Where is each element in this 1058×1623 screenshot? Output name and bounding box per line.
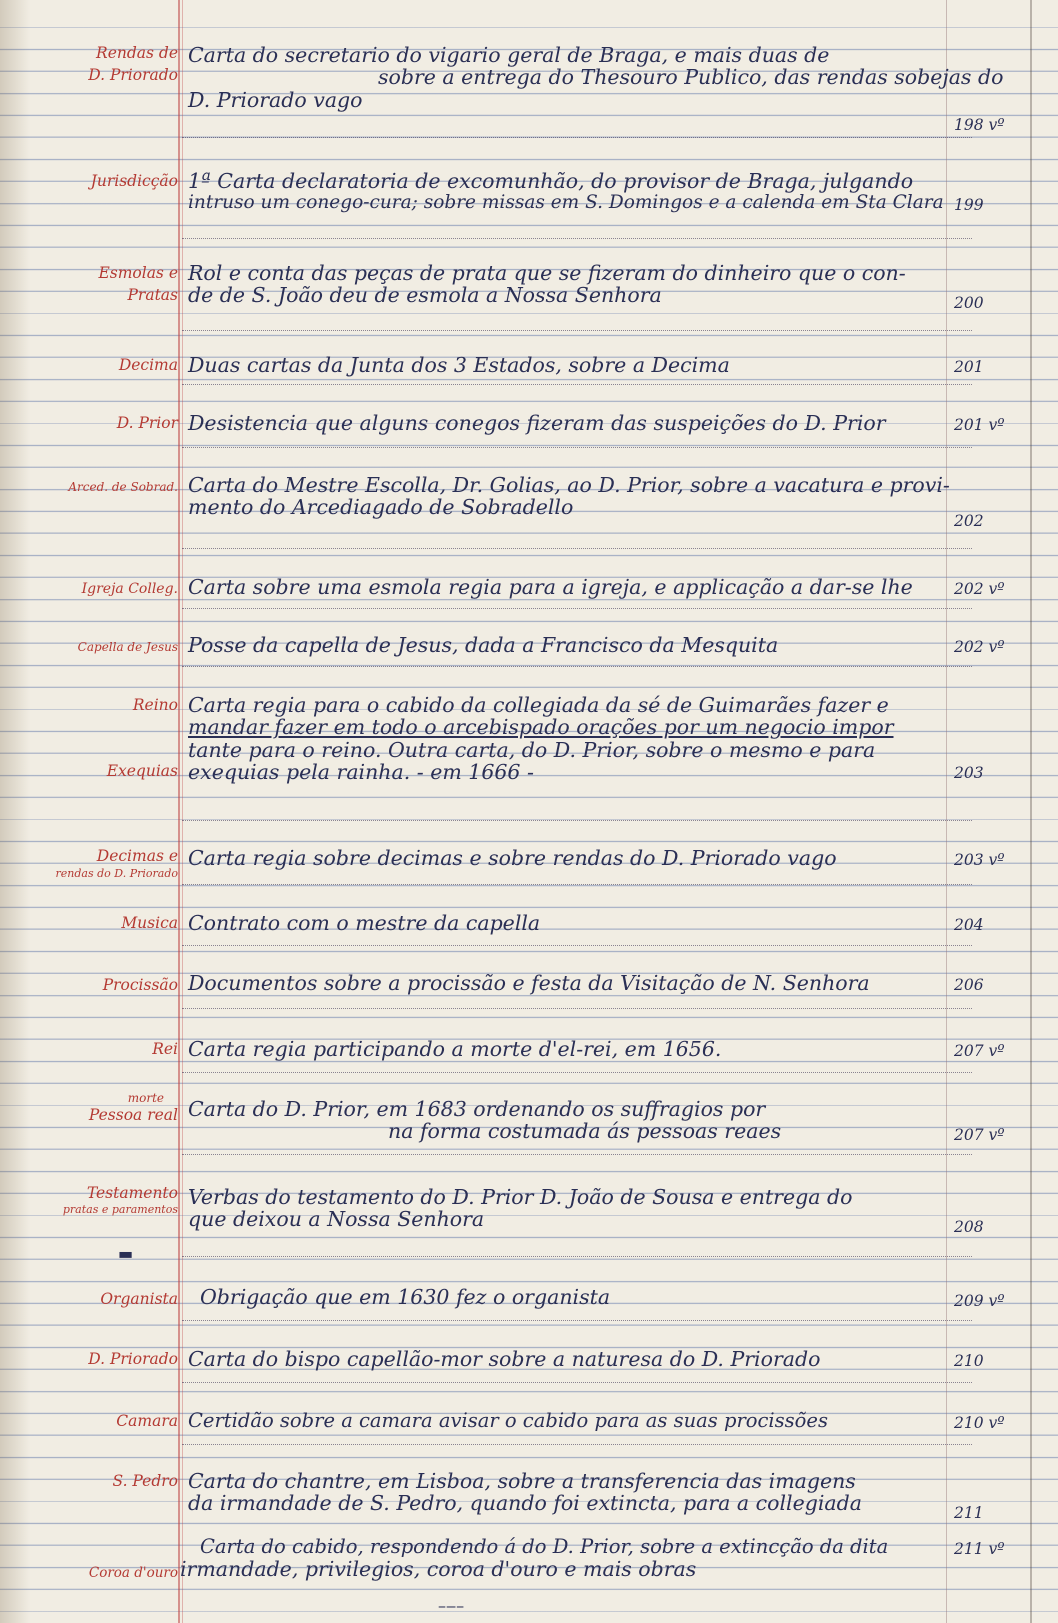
margin-label (34, 170, 182, 192)
margin-label (34, 912, 182, 934)
entry-text (188, 847, 944, 869)
margin-label (34, 1410, 182, 1432)
label-line: Decima (118, 356, 178, 374)
folio-number: 201 (954, 358, 984, 376)
entry-text (188, 43, 1004, 112)
text-line: Carta regia sobre decimas e sobre rendas do D. Priorado vago (188, 846, 837, 870)
folio-number: 202 vº (954, 580, 1005, 598)
label-line: Pessoa real (88, 1106, 178, 1124)
entry-text (188, 1286, 944, 1308)
entry-text (188, 412, 944, 434)
text-line: Carta regia para o cabido da collegiada da sé de Guimarães fazer e (188, 693, 889, 717)
margin-label (34, 262, 182, 306)
text-line: tante para o reino. Outra carta, do D. Prior, sobre o mesmo e para (188, 737, 876, 762)
margin-label (34, 412, 182, 434)
margin-label (34, 636, 182, 658)
margin-rule (178, 0, 180, 1623)
entry-text (188, 912, 944, 934)
folio-number: 201 vº (954, 416, 1005, 434)
text-line: Verbas do testamento do D. Prior D. João de Sousa e entrega do (188, 1185, 853, 1209)
entry-separator (182, 1154, 972, 1155)
label-line: D. Prior (116, 414, 178, 432)
entry-separator (182, 548, 972, 549)
entry-separator (182, 1320, 972, 1321)
folio-number: 200 (954, 294, 984, 312)
folio-number: 211 vº (954, 1540, 1005, 1558)
text-line: 1ª Carta declaratoria de excomunhão, do provisor de Braga, julgando (188, 169, 914, 193)
text-line: da irmandade de S. Pedro, quando foi extincta, para a collegiada (188, 1491, 862, 1516)
label-line: rendas do D. Priorado (55, 867, 178, 880)
text-line: mento do Arcediagado de Sobradello (188, 495, 574, 520)
margin-label (34, 694, 182, 782)
margin-label (34, 1348, 182, 1370)
text-line: Carta do cabido, respondendo á do D. Prior, sobre a extincção da dita (200, 1535, 889, 1558)
folio-number: 203 (954, 764, 984, 782)
text-line: exequias pela rainha. - em 1666 - (188, 760, 534, 785)
margin-label (34, 1562, 182, 1584)
margin-label (34, 974, 182, 996)
entry-text (188, 1186, 944, 1231)
text-line: que deixou a Nossa Senhora (188, 1207, 485, 1232)
label-line: Esmolas e (98, 264, 178, 282)
margin-label (34, 845, 182, 880)
label-line: Coroa d'ouro (88, 1565, 178, 1581)
margin-label (34, 1182, 182, 1216)
right-rule (1030, 0, 1032, 1623)
text-line: Obrigação que em 1630 fez o organista (200, 1285, 611, 1309)
entry-separator (182, 384, 972, 385)
folio-number: 208 (954, 1218, 984, 1236)
entry-separator (182, 1008, 972, 1009)
folio-number: 199 (954, 196, 984, 214)
folio-number: 210 vº (954, 1414, 1005, 1432)
entry-separator (182, 1444, 972, 1445)
label-line: Testamento (86, 1184, 178, 1202)
text-line: Carta sobre uma esmola regia para a igreja, e applicação a dar-se lhe (188, 575, 913, 599)
label-line: D. Priorado (88, 66, 178, 84)
margin-label (34, 1092, 182, 1126)
entry-text (188, 634, 944, 656)
text-line: Documentos sobre a procissão e festa da Visitação de N. Senhora (188, 971, 870, 995)
folio-number: 206 (954, 976, 984, 994)
folio-number: 209 vº (954, 1292, 1005, 1310)
entry-separator (182, 238, 972, 239)
entry-separator (182, 1382, 972, 1383)
entry-separator (182, 666, 972, 667)
label-line: Musica (121, 914, 178, 932)
entry-text (188, 354, 944, 376)
entry-text (188, 972, 944, 994)
text-line: Desistencia que alguns conegos fizeram das suspeições do D. Prior (188, 411, 886, 435)
text-line: Duas cartas da Junta dos 3 Estados, sobre a Decima (188, 353, 730, 377)
label-line: Jurisdicção (90, 172, 178, 190)
margin-label (34, 476, 182, 498)
label-line: Arced. de Sobrad. (68, 480, 178, 494)
entry-separator (182, 608, 972, 609)
entry-separator (182, 884, 972, 885)
label-line: Igreja Colleg. (81, 581, 178, 597)
label-line: Pratas (127, 286, 178, 304)
label-line: D. Priorado (88, 1350, 178, 1368)
margin-label (34, 354, 182, 376)
text-line: intruso um conego-cura; sobre missas em S. Domingos e a calenda em Sta Clara (188, 192, 944, 214)
text-line: na forma costumada ás pessoas reaes (388, 1119, 782, 1144)
margin-label (34, 578, 182, 600)
text-line: mandar fazer em todo o arcebispado orações por um negocio impor (188, 715, 894, 740)
text-line: Certidão sobre a camara avisar o cabido para as suas procissões (188, 1409, 828, 1432)
margin-label (34, 42, 182, 86)
label-line: Organista (100, 1290, 178, 1308)
entry-text (188, 1470, 944, 1515)
folio-number: 207 vº (954, 1042, 1005, 1060)
entry-text (188, 170, 944, 215)
entry-separator (182, 330, 972, 331)
label-line: Reino (132, 696, 178, 714)
entry-text (180, 1535, 944, 1582)
text-line: Carta do bispo capellão-mor sobre a naturesa do D. Priorado (188, 1347, 821, 1371)
entry-text (188, 473, 950, 520)
label-line: Camara (116, 1412, 178, 1430)
label-line: Rendas de (96, 44, 178, 62)
entry-text (188, 1038, 944, 1060)
margin-label (34, 1038, 182, 1060)
text-line: Carta do Mestre Escolla, Dr. Golias, ao D. Prior, sobre a vacatura e provi- (188, 473, 950, 497)
entry-separator (182, 820, 972, 821)
text-line: Carta do D. Prior, em 1683 ordenando os suffragios por (188, 1097, 766, 1121)
entry-separator (182, 1256, 972, 1257)
entry-separator (182, 945, 972, 946)
entry-separator (182, 137, 972, 138)
entry-text (188, 1098, 944, 1143)
folio-number: 198 vº (954, 116, 1005, 134)
margin-rule-inner (182, 0, 183, 1623)
label-line: Capella de Jesus (77, 640, 178, 654)
text-line: Carta do secretario do vigario geral de Braga, e mais duas de (188, 43, 830, 67)
text-line: Carta do chantre, em Lisboa, sobre a transferencia das imagens (188, 1469, 856, 1493)
entry-text (188, 576, 944, 598)
text-line: Carta regia participando a morte d'el-rei, em 1656. (188, 1037, 722, 1061)
text-line: D. Priorado vago (188, 87, 363, 112)
folio-number: 210 (954, 1352, 984, 1370)
text-line: Contrato com o mestre da capella (188, 911, 541, 935)
folio-number: 207 vº (954, 1126, 1005, 1144)
folio-number: 202 vº (954, 638, 1005, 656)
entry-separator (182, 1072, 972, 1073)
label-line: Rei (152, 1040, 178, 1058)
number-column-rule (946, 0, 947, 1623)
entry-text (188, 1348, 944, 1370)
label-line: Decimas e (96, 847, 178, 865)
folio-number: 202 (954, 512, 984, 530)
text-line: irmandade, privilegios, coroa d'ouro e mais obras (180, 1557, 697, 1582)
margin-label (34, 1288, 182, 1310)
text-line: Posse da capella de Jesus, dada a Francisco da Mesquita (188, 633, 779, 657)
entry-text (188, 262, 944, 307)
entry-text (188, 694, 944, 784)
label-line: morte (127, 1091, 164, 1105)
entry-separator (182, 447, 972, 448)
label-line: Procissão (102, 976, 178, 994)
folio-number: 211 (954, 1504, 984, 1522)
bottom-dash-mark: –‒– (438, 1596, 465, 1615)
label-line: pratas e paramentos (62, 1203, 178, 1216)
text-line: sobre a entrega do Thesouro Publico, das rendas sobejas do (378, 65, 1004, 90)
folio-number: 204 (954, 916, 984, 934)
margin-label (34, 1470, 182, 1492)
label-line: S. Pedro (112, 1472, 178, 1490)
text-line: Rol e conta das peças de prata que se fizeram do dinheiro que o con- (188, 261, 906, 285)
label-line: Exequias (106, 762, 178, 780)
folio-number: 203 vº (954, 851, 1005, 869)
text-line: de de S. João deu de esmola a Nossa Senhora (188, 283, 662, 308)
entry-text (188, 1410, 944, 1432)
margin-dash-mark: ▬ (118, 1244, 134, 1263)
